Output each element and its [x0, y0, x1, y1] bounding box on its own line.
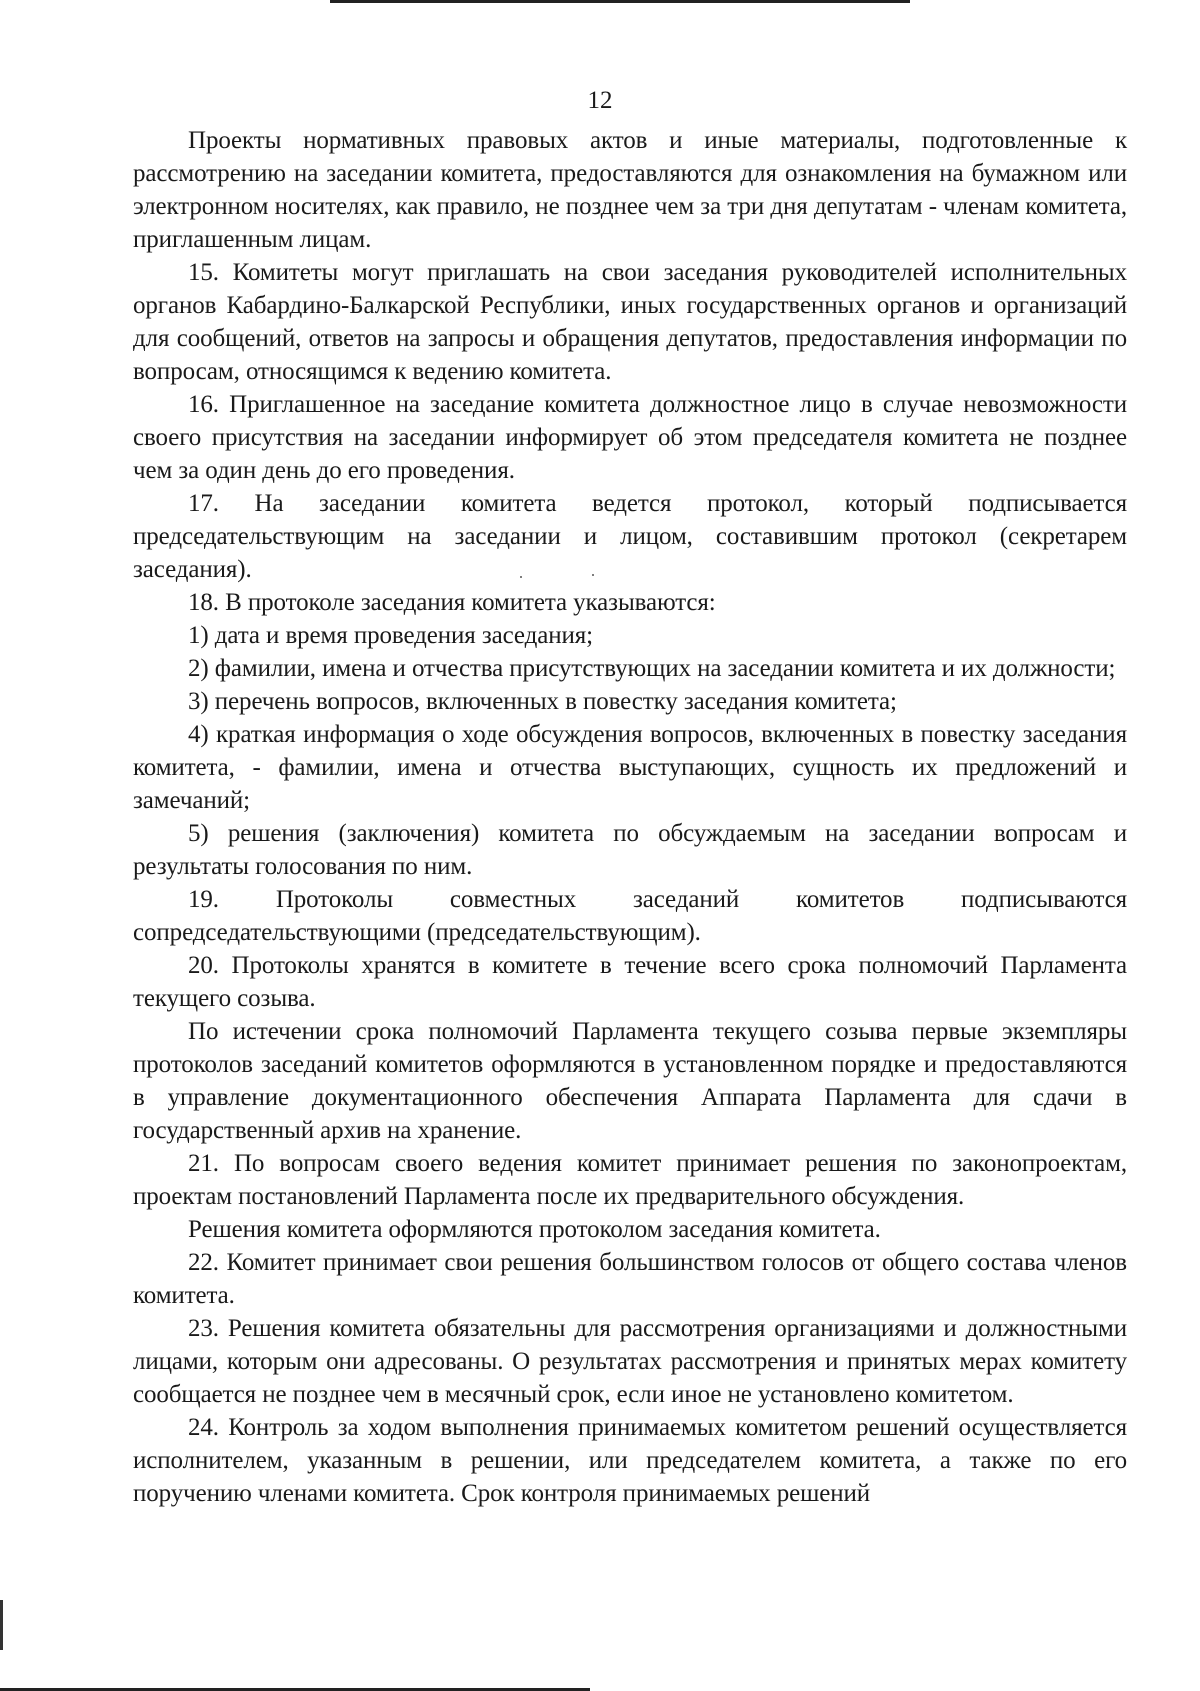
page-number: 12 — [587, 87, 613, 114]
paragraph-18: 18. В протоколе заседания комитета указываются: — [188, 589, 716, 616]
paragraph-21: 21. По вопросам своего ведения комитет принимает решения по законопроектам, проектам постановлений Парламента после их предварительного обсуждения. — [133, 1150, 1127, 1210]
paragraph-17: 17. На заседании комитета ведется протокол, который подписывается председательствующим на заседании и лицом, составившим протокол (секретарем заседания). — [133, 490, 1127, 583]
document-body — [133, 124, 1127, 1510]
paragraph-20-archive: По истечении срока полномочий Парламента текущего созыва первые экземпляры протоколов заседаний комитетов оформляются в установленном порядке и предоставляются в управление документационного обеспечения Аппарата Парламента для сдачи в государственный архив на хранение. — [133, 1018, 1127, 1144]
list-item-5: 5) решения (заключения) комитета по обсуждаемым на заседании вопросам и результаты голосования по ним. — [133, 820, 1127, 880]
paragraph-22: 22. Комитет принимает свои решения большинством голосов от общего состава членов комитета. — [133, 1249, 1127, 1309]
paragraph-materials: Проекты нормативных правовых актов и иные материалы, подготовленные к рассмотрению на заседании комитета, предоставляются для ознакомления на бумажном или электронном носителях, как правило, не позднее чем за три дня депутатам - членам комитета, приглашенным лицам. — [133, 127, 1127, 253]
paragraph-19: 19. Протоколы совместных заседаний комитетов подписываются сопредседательствующими (председательствующим). — [133, 886, 1127, 946]
list-item-3: 3) перечень вопросов, включенных в повестку заседания комитета; — [188, 688, 897, 715]
paragraph-16: 16. Приглашенное на заседание комитета должностное лицо в случае невозможности своего присутствия на заседании информирует об этом председателя комитета не позднее чем за один день до его проведения. — [133, 391, 1127, 484]
paragraph-23: 23. Решения комитета обязательны для рассмотрения организациями и должностными лицами, которым они адресованы. О результатах рассмотрения и принятых мерах комитету сообщается не позднее чем в месячный срок, если иное не установлено комитетом. — [133, 1315, 1127, 1408]
scan-top-edge — [330, 0, 910, 3]
paragraph-15: 15. Комитеты могут приглашать на свои заседания руководителей исполнительных органов Кабардино-Балкарской Республики, иных государственных органов и организаций для сообщений, ответов на запросы и обращения депутатов, предоставления информации по вопросам, относящимся к ведению комитета. — [133, 259, 1127, 385]
paragraph-20: 20. Протоколы хранятся в комитете в течение всего срока полномочий Парламента текущего созыва. — [133, 952, 1127, 1012]
list-item-1: 1) дата и время проведения заседания; — [188, 622, 594, 649]
paragraph-21-decisions: Решения комитета оформляются протоколом заседания комитета. — [188, 1216, 881, 1243]
scan-left-mark — [0, 1600, 3, 1650]
paragraph-24: 24. Контроль за ходом выполнения принимаемых комитетом решений осуществляется исполнителем, указанным в решении, или председателем комитета, а также по его поручению членами комитета. Срок контроля принимаемых решений — [133, 1414, 1127, 1507]
scan-specks — [520, 574, 600, 578]
list-item-2: 2) фамилии, имена и отчества присутствующих на заседании комитета и их должности; — [188, 655, 1116, 682]
list-item-4: 4) краткая информация о ходе обсуждения вопросов, включенных в повестку заседания комитета, - фамилии, имена и отчества выступающих, сущность их предложений и замечаний; — [133, 721, 1127, 814]
